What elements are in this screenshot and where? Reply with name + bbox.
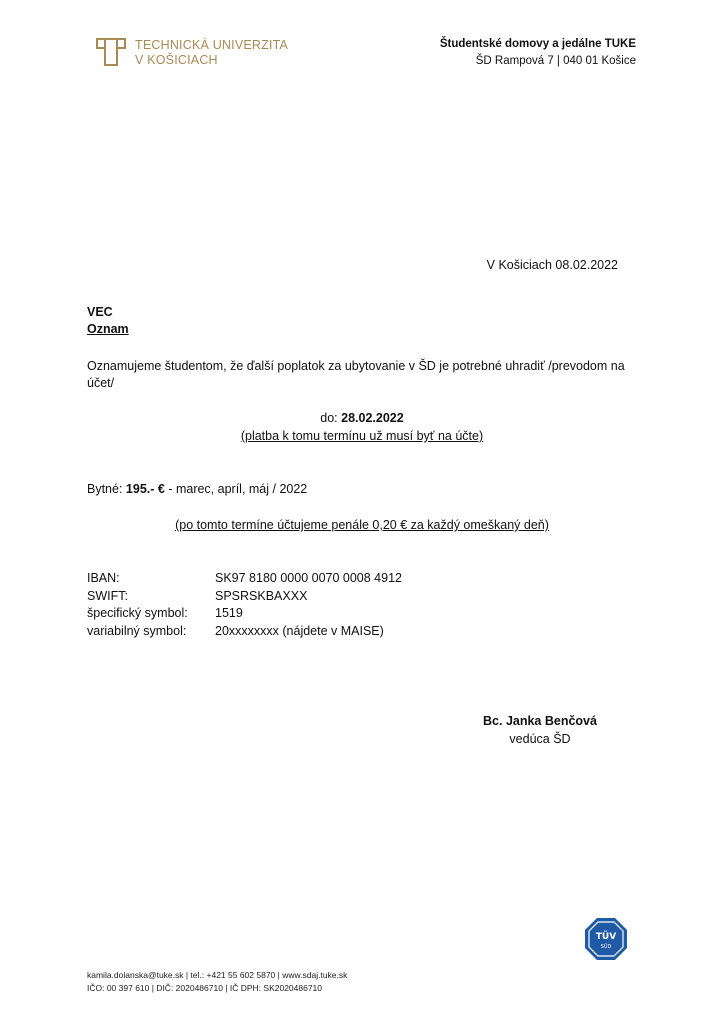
- payment-label: IBAN:: [87, 571, 120, 585]
- signature-block: [470, 712, 610, 748]
- rent-amount: 195.- €: [125, 482, 165, 496]
- deadline-note: (platba k tomu termínu už musí byť na účte): [240, 429, 484, 443]
- office-address: ŠD Rampová 7 | 040 01 Košice: [475, 55, 636, 67]
- university-name: [135, 38, 288, 68]
- penalty-note: (po tomto termíne účtujeme penále 0,20 € za každý omeškaný deň): [175, 518, 549, 532]
- footer-contact: kamila.dolanska@tuke.sk | tel.: +421 55 602 5870 | www.sdaj.tuke.sk: [87, 970, 348, 980]
- payment-value: 20xxxxxxxx (nájdete v MAISE): [215, 623, 384, 638]
- payment-row-iban: [87, 570, 402, 588]
- deadline-prefix: do:: [320, 411, 342, 425]
- subject-label: VEC: [87, 305, 113, 319]
- tuv-badge-subtext: SÜD: [600, 944, 612, 950]
- subject-title: Oznam: [87, 322, 129, 336]
- signatory-name: Bc. Janka Benčová: [483, 714, 597, 728]
- signatory-role: vedúca ŠD: [509, 732, 571, 746]
- intro-paragraph: Oznamujeme študentom, že ďalší poplatok za ubytovanie v ŠD je potrebné uhradiť /prevodom na účet/: [87, 359, 625, 390]
- logo-line-2: V KOŠICIACH: [135, 53, 218, 67]
- payment-label: SWIFT:: [87, 588, 128, 603]
- payment-value: SPSRSKBAXXX: [215, 588, 308, 603]
- payment-label: variabilný symbol:: [87, 623, 187, 638]
- deadline-line: [0, 411, 724, 425]
- payment-row-swift: [87, 588, 402, 606]
- payment-details: [87, 570, 402, 640]
- rent-period: - marec, apríl, máj / 2022: [164, 482, 308, 496]
- office-header: [440, 36, 636, 70]
- tuv-certification-icon: [584, 917, 628, 961]
- office-name: Študentské domovy a jedálne TUKE: [439, 38, 636, 50]
- payment-label: špecifický symbol:: [87, 606, 188, 620]
- deadline-date: 28.02.2022: [341, 411, 404, 425]
- tuv-badge-text: TÜV: [595, 932, 617, 942]
- rent-label: Bytné:: [87, 482, 126, 496]
- document-date: V Košiciach 08.02.2022: [486, 258, 618, 272]
- payment-value: 1519: [215, 606, 243, 620]
- rent-line: [87, 482, 307, 496]
- payment-row-specific-symbol: [87, 605, 402, 623]
- footer-ids: IČO: 00 397 610 | DIČ: 2020486710 | IČ DPH: SK2020486710: [87, 982, 323, 993]
- logo-line-1: TECHNICKÁ UNIVERZITA: [135, 38, 289, 52]
- payment-value: SK97 8180 0000 0070 0008 4912: [215, 571, 402, 585]
- payment-row-variable-symbol: [87, 623, 402, 641]
- university-logo-icon: [95, 37, 127, 67]
- footer: [87, 969, 347, 994]
